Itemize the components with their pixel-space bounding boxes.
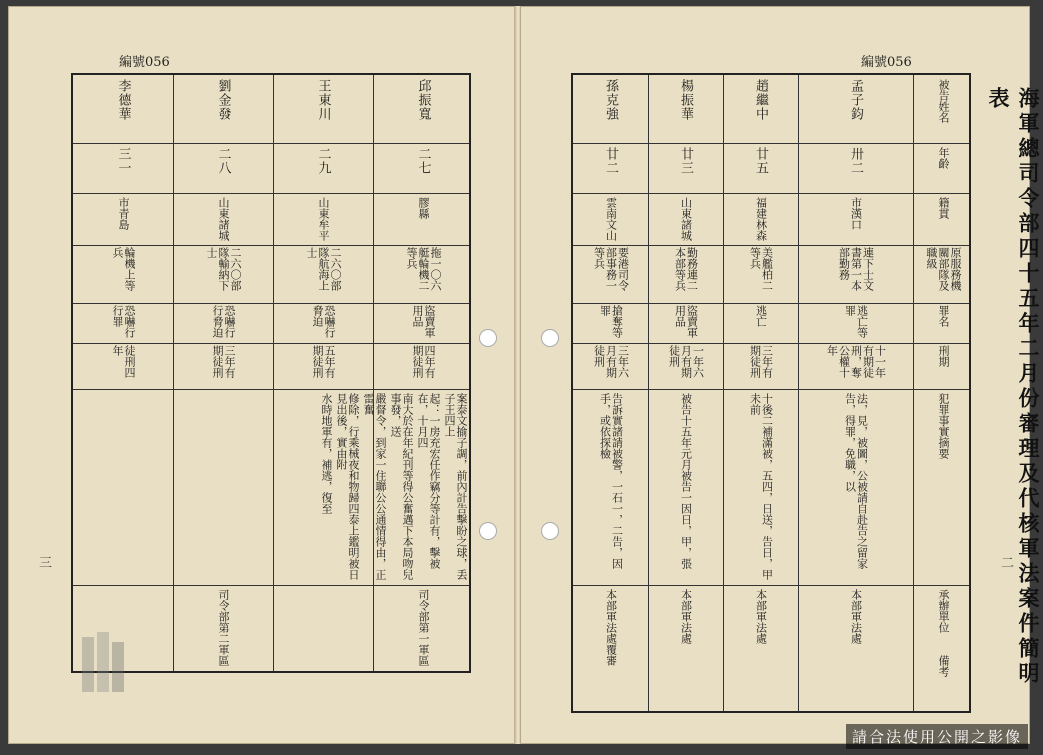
- case-sentence: 徒刑四年: [111, 345, 136, 378]
- book-stack-icon: [77, 627, 137, 697]
- case-fact: 十後二補滿被，五四，日送，告日，甲未前: [748, 393, 774, 580]
- case-crime: 逃亡等罪: [843, 305, 869, 338]
- case-age: 二九: [315, 147, 331, 175]
- case-unit: 連下士文書第一本部勤務: [837, 247, 875, 291]
- header-name: 被告姓名: [937, 79, 950, 123]
- case-unit: 要港司令部事務一等兵: [592, 247, 630, 291]
- case-age: 廿五: [753, 147, 768, 175]
- case-crime: 恐嚇行行脅迫: [211, 305, 236, 338]
- case-crime: 恐嚇行行罪: [111, 305, 136, 338]
- case-unit: 美艦柏二等兵: [748, 247, 774, 291]
- case-crime: 搶奪等罪: [598, 305, 624, 338]
- case-crime: 盜賣軍用品: [673, 305, 699, 338]
- case-age: 二七: [415, 147, 431, 175]
- case-office: 本部軍法處: [849, 589, 863, 644]
- case-age: 卅二: [848, 147, 863, 175]
- case-unit: 輪機上等兵: [111, 247, 136, 291]
- case-name: 邱振寬: [415, 79, 431, 121]
- watermark-footer: 請合法使用公開之影像: [846, 724, 1028, 749]
- left-page-number: 三: [39, 556, 53, 571]
- case-name: 孟子鈞: [848, 79, 863, 121]
- header-origin: 籍貫: [937, 197, 950, 219]
- left-page-code: 編號056: [119, 55, 170, 70]
- case-origin: 雲南文山: [604, 197, 618, 241]
- office-label: 司令部第一軍區: [417, 589, 430, 666]
- binding-hole: [479, 522, 497, 540]
- header-age: 年齡: [937, 147, 950, 169]
- case-unit: 二六〇部隊航海上士: [305, 247, 342, 291]
- case-fact: 被告十五年元月被告一因日，甲，張: [679, 393, 693, 569]
- case-name: 李德華: [115, 79, 131, 121]
- case-fact: 告訴實諸請被警，一石一，二告，因手，或依探檢: [598, 393, 624, 569]
- fact-summary: 水時地軍有，補逃，復至 修除，行乘械夜和物歸四泰上鑑明被日見出後，實由附 嚴督令，到家一住聯公公通情得由，正雷奮 南大於在年紀刊等得公奮邁下本局吻兒事發，送 起：一房充宏任作竊分等計有，擊被在，十月四 案泰文揄子調，前內計告擊盼之球，丢子王四上: [320, 393, 468, 580]
- case-sentence: 十一年有期徒刑，奪公權十年: [825, 345, 887, 378]
- case-origin: 膠縣: [417, 197, 430, 219]
- case-sentence: 三年有期徒刑: [748, 345, 774, 378]
- right-case-table: [571, 73, 971, 713]
- case-unit: 二六〇部隊輸納下士: [205, 247, 242, 291]
- case-age: 三一: [115, 147, 131, 175]
- case-sentence: 五年有期徒刑: [311, 345, 336, 378]
- left-case-table: [71, 73, 471, 673]
- header-remark: 備考: [937, 655, 950, 677]
- office-label: 司令部第二軍區: [217, 589, 230, 666]
- case-sentence: 四年有期徒刑: [411, 345, 436, 378]
- header-crime: 罪名: [937, 305, 950, 327]
- case-office: 本部軍法處覆審: [604, 589, 618, 666]
- right-page: [520, 6, 1041, 744]
- case-name: 劉金發: [215, 79, 231, 121]
- case-origin: 山東諸城: [217, 197, 230, 241]
- right-page-number: 二: [1001, 556, 1015, 571]
- case-age: 二八: [215, 147, 231, 175]
- case-name: 孫克強: [603, 79, 618, 121]
- header-fact: 犯罪事實摘要: [937, 393, 950, 459]
- case-origin: 福建林森: [754, 197, 768, 241]
- case-crime: 逃亡: [754, 305, 768, 327]
- case-name: 趙繼中: [753, 79, 768, 121]
- header-sentence: 刑期: [937, 345, 950, 367]
- case-name: 王東川: [315, 79, 331, 121]
- header-unit: 原服務機關部隊及職級: [925, 247, 962, 291]
- binding-hole: [541, 522, 559, 540]
- case-origin: 市漢口: [849, 197, 863, 230]
- case-name: 楊振華: [678, 79, 693, 121]
- case-origin: 市青島: [117, 197, 130, 230]
- case-office: 本部軍法處: [754, 589, 768, 644]
- binding-hole: [541, 329, 559, 347]
- case-origin: 山東諸城: [679, 197, 693, 241]
- case-sentence: 三年有期徒刑: [211, 345, 236, 378]
- case-sentence: 三年六月有期徒刑: [592, 345, 630, 378]
- case-crime: 盜賣軍用品: [411, 305, 436, 338]
- right-page-code: 編號056: [861, 55, 912, 70]
- left-page: [8, 6, 516, 744]
- case-age: 廿三: [678, 147, 693, 175]
- case-office: 本部軍法處: [679, 589, 693, 644]
- case-age: 廿二: [603, 147, 618, 175]
- header-office: 承辦單位: [937, 589, 950, 633]
- case-origin: 山東牟平: [317, 197, 330, 241]
- case-unit: 拖一〇六艇輪機二等兵: [405, 247, 442, 291]
- case-crime: 恐嚇行脅迫: [311, 305, 336, 338]
- case-unit: 勤務連二本部等兵: [673, 247, 699, 291]
- case-fact: 法，見，被圖，公被請自赴告之留家告，得罪，免職，以: [843, 393, 869, 569]
- case-sentence: 一年六月有期徒刑: [667, 345, 705, 378]
- page-title: 海軍總司令部四十五年二月份審理及代核軍法案件簡明表: [986, 87, 1041, 687]
- binding-hole: [479, 329, 497, 347]
